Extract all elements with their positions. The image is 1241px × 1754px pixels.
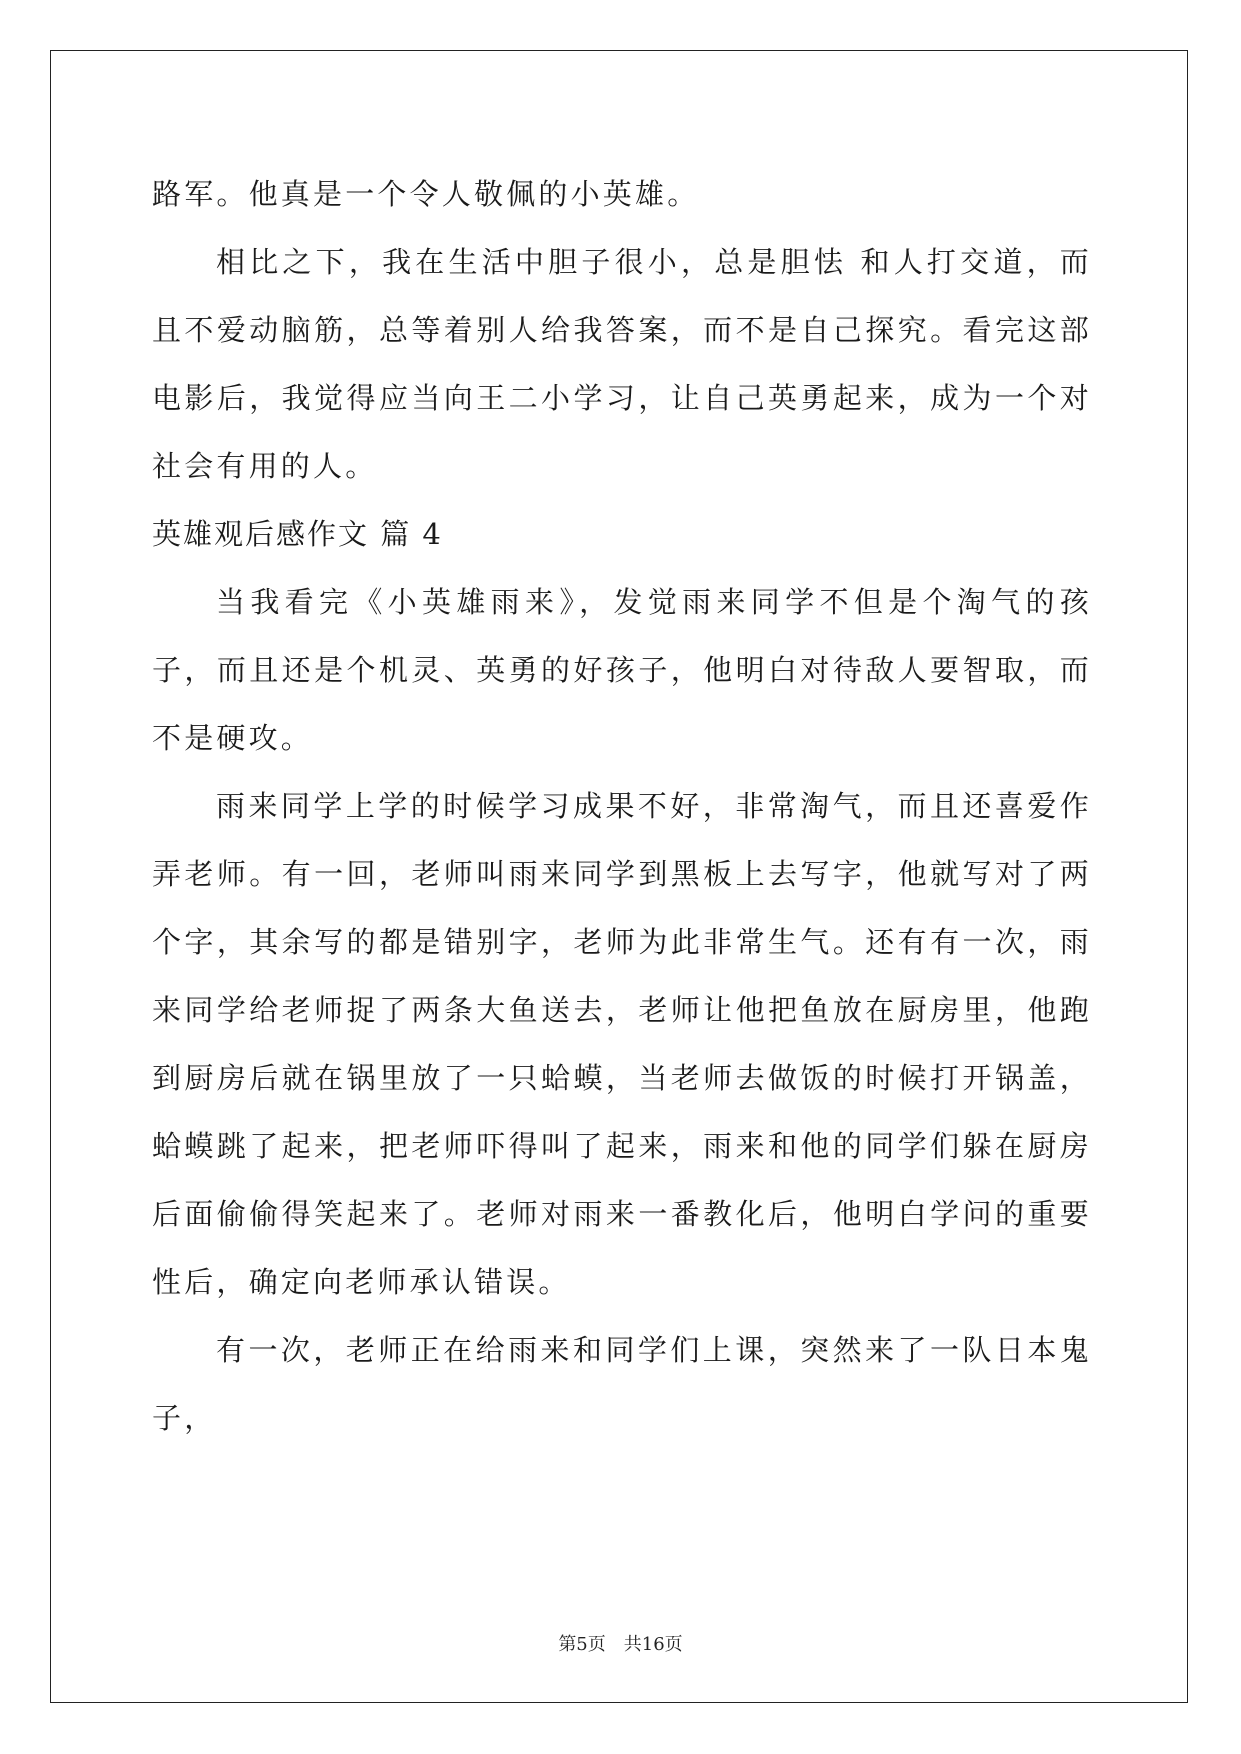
page-number: 第5页 [558,1634,606,1655]
page-footer [0,1630,1241,1656]
page-total: 共16页 [623,1634,683,1655]
paragraph-5: 有一次，老师正在给雨来和同学们上课，突然来了一队日本鬼子， [152,1333,1092,1435]
paragraph-3: 当我看完《小英雄雨来》，发觉雨来同学不但是个淘气的孩子，而且还是个机灵、英勇的好孩子，他明白对待敌人要智取，而不是硬攻。 [152,585,1092,755]
paragraph-1: 路军。他真是一个令人敬佩的小英雄。 [152,177,700,211]
document-body [152,160,1092,1452]
paragraph-4: 雨来同学上学的时候学习成果不好，非常淘气，而且还喜爱作弄老师。有一回，老师叫雨来同学到黑板上去写字，他就写对了两个字，其余写的都是错别字，老师为此非常生气。还有有一次，雨来同学给老师捉了两条大鱼送去，老师让他把鱼放在厨房里，他跑到厨房后就在锅里放了一只蛤蟆，当老师去做饭的时候打开锅盖，蛤蟆跳了起来，把老师吓得叫了起来，雨来和他的同学们躲在厨房后面偷偷得笑起来了。老师对雨来一番教化后，他明白学问的重要性后，确定向老师承认错误。 [152,789,1092,1299]
section-heading: 英雄观后感作文 篇 4 [152,517,443,551]
paragraph-2: 相比之下，我在生活中胆子很小，总是胆怯 和人打交道，而且不爱动脑筋，总等着别人给我答案，而不是自己探究。看完这部电影后，我觉得应当向王二小学习，让自己英勇起来，成为一个对社会有用的人。 [152,245,1092,483]
